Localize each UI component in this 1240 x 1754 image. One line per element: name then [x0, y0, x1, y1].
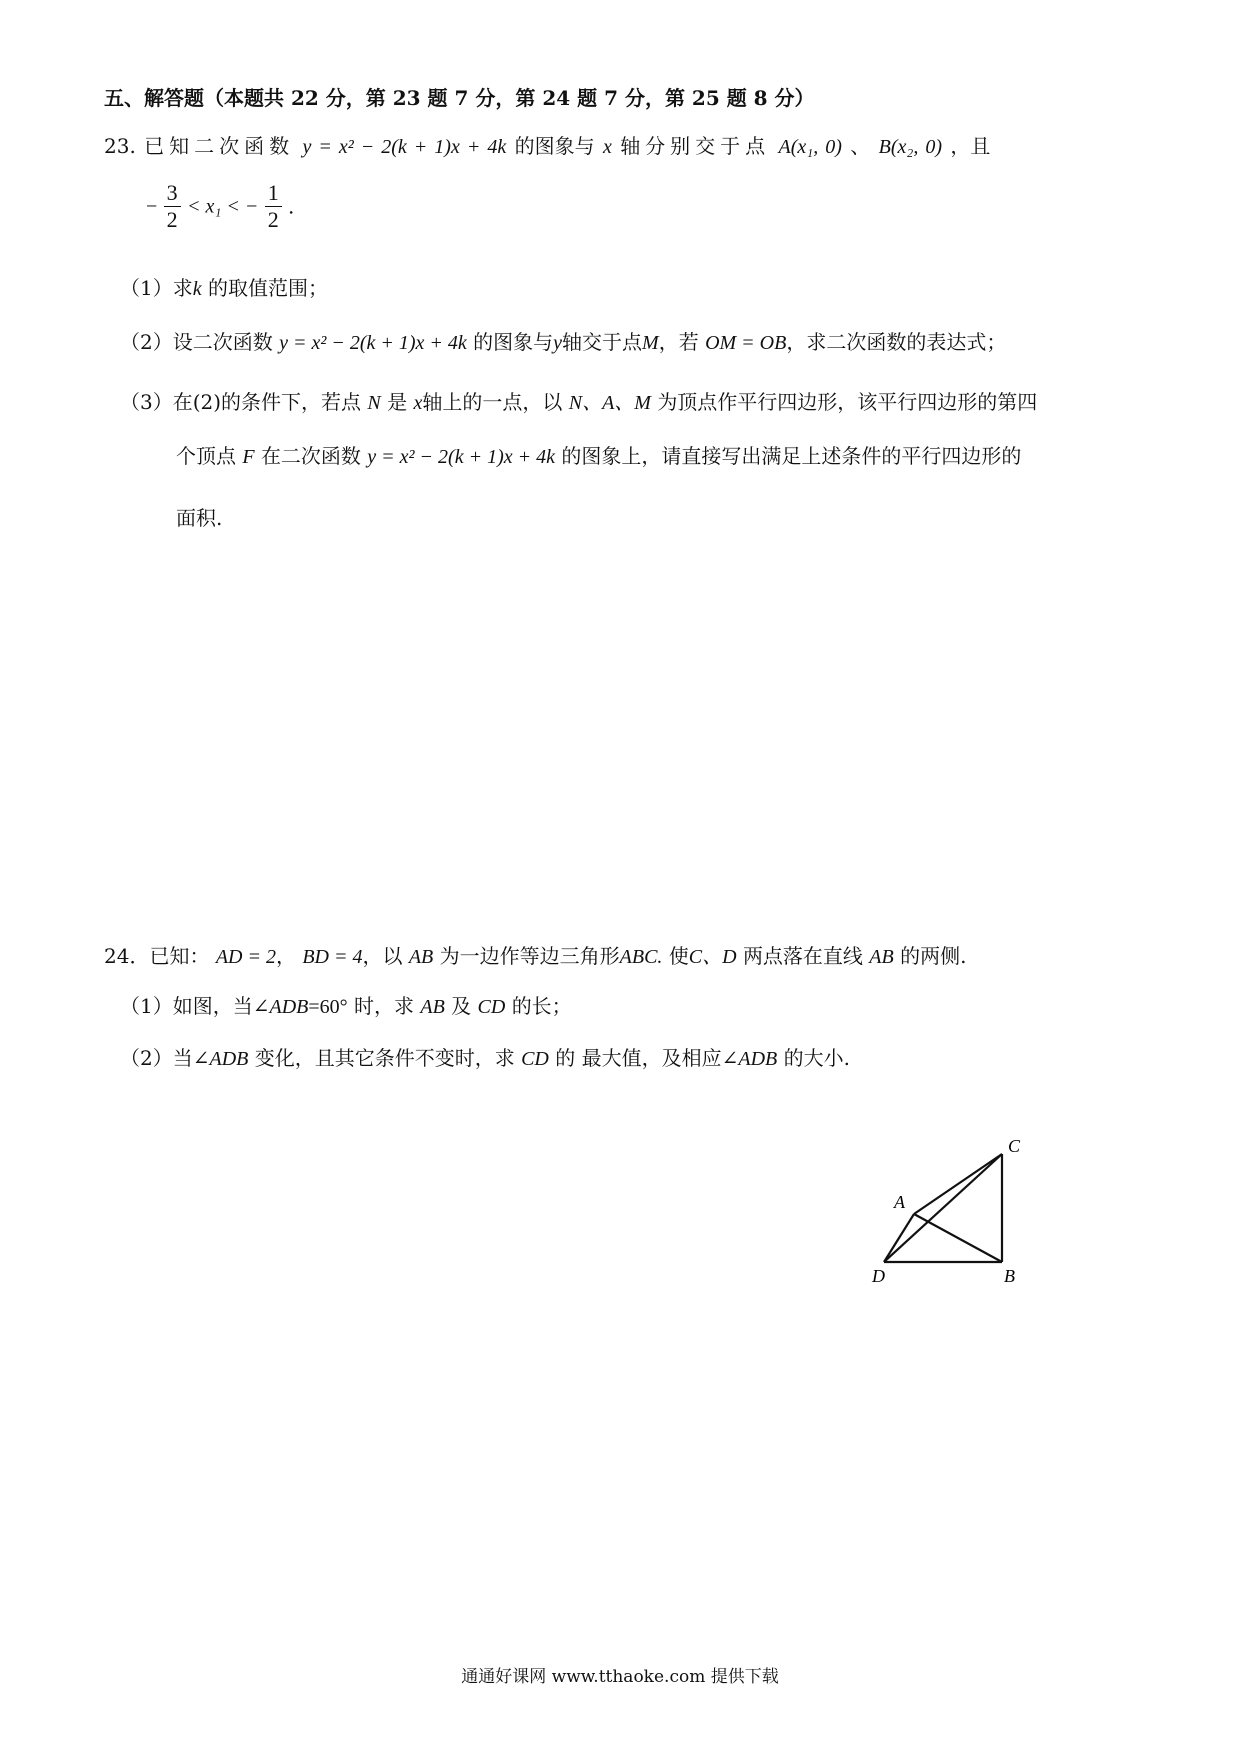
- q24-statement: 24．已知： AD = 2， BD = 4，以 AB 为一边作等边三角形ABC. 使C、D 两点落在直线 AB 的两侧.: [104, 944, 967, 968]
- q23-number: 23.: [104, 134, 136, 158]
- page-footer: 通通好课网 www.tthaoke.com 提供下载: [461, 1667, 779, 1687]
- q23-condition: − $\frac{3}{2}$ < x₁ < − $\frac{1}{2}$ .: [146, 180, 295, 232]
- q23-part3-line3: 面积.: [176, 506, 223, 530]
- section-header: 五、解答题（本题共 22 分，第 23 题 7 分，第 24 题 7 分，第 25 题 8 分）: [104, 86, 815, 110]
- fraction-1-2: $\frac{1}{2}$: [265, 180, 282, 233]
- fraction-3-2: $\frac{3}{2}$: [164, 180, 181, 233]
- q24-part2: （2）当∠ADB 变化，且其它条件不变时，求 CD 的 最大值，及相应∠ADB 的大小.: [120, 1046, 850, 1070]
- q23-part2: （2）设二次函数 y = x² − 2(k + 1)x + 4k 的图象与y轴交于点M，若 OM = OB，求二次函数的表达式；: [120, 330, 1007, 354]
- label-d: D: [872, 1266, 885, 1286]
- q24-part1: （1）如图，当∠ADB=60° 时，求 AB 及 CD 的长；: [120, 994, 572, 1018]
- segment-ac: [914, 1154, 1002, 1214]
- q23-point-b: B(x₂, 0): [878, 136, 943, 158]
- q23-function: y = x² − 2(k + 1)x + 4k: [302, 136, 507, 158]
- q23-part1: （1）求k 的取值范围；: [120, 276, 328, 300]
- q23-part3-line1: （3）在(2)的条件下，若点 N 是 x轴上的一点，以 N、A、M 为顶点作平行四边形，该平行四边形的第四: [120, 390, 1038, 414]
- q23-point-a: A(x₁, 0): [778, 136, 842, 158]
- q23-part3-line2: 个顶点 F 在二次函数 y = x² − 2(k + 1)x + 4k 的图象上，请直接写出满足上述条件的平行四边形的: [176, 444, 1022, 468]
- q23-statement-line1: 23. 已知二次函数 y = x² − 2(k + 1)x + 4k 的图象与 x 轴分别交于点 A(x₁, 0) 、 B(x₂, 0) ，且: [104, 134, 991, 158]
- label-a: A: [894, 1192, 905, 1212]
- label-b: B: [1004, 1266, 1015, 1286]
- label-c: C: [1008, 1136, 1021, 1156]
- triangle-figure: [860, 1130, 1040, 1290]
